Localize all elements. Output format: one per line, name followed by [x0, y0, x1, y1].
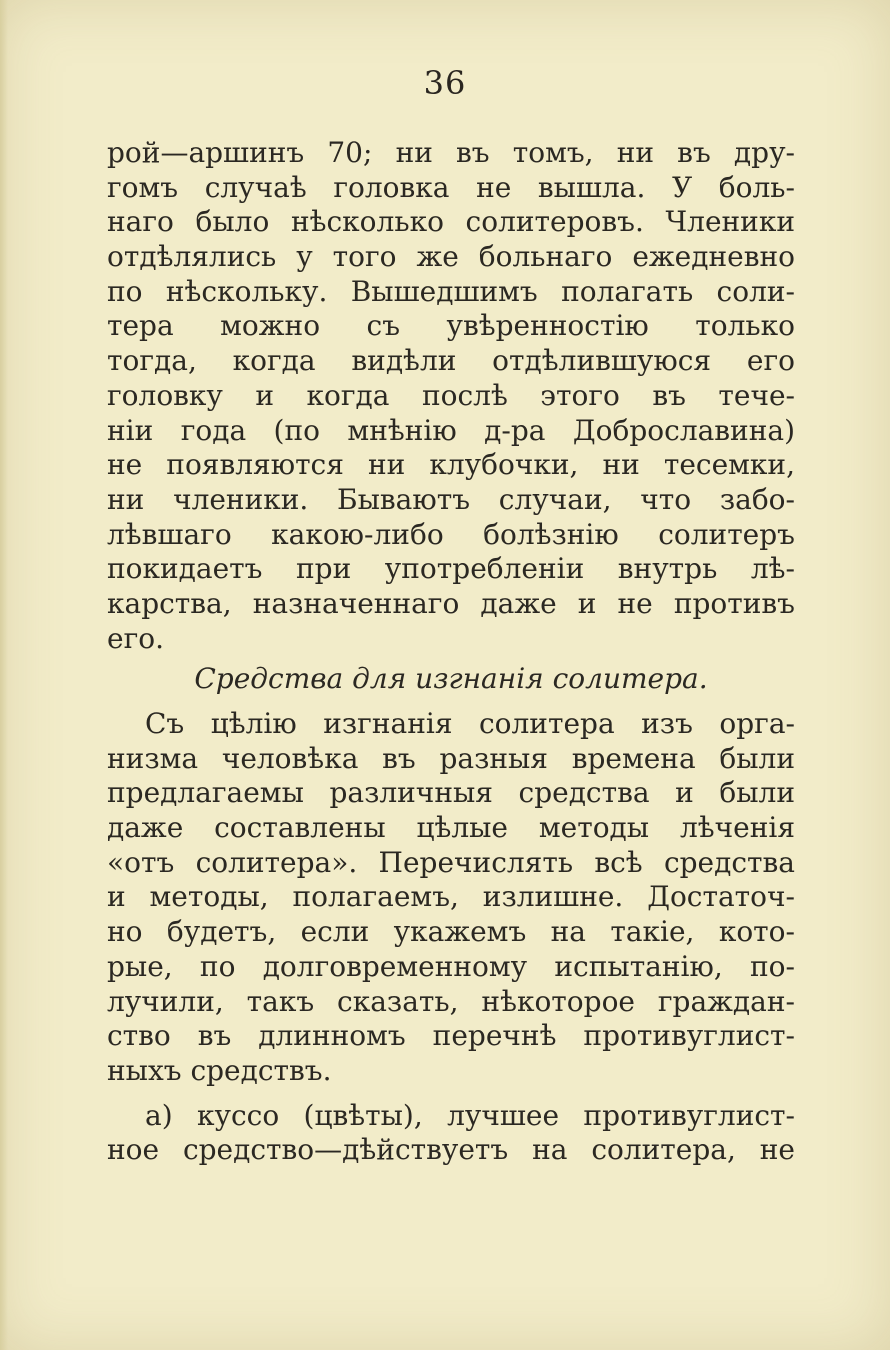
paragraph-gap	[107, 1089, 795, 1099]
text-line: его.	[107, 621, 164, 655]
page-number: 36	[423, 64, 467, 102]
text-line: покидаетъ при употребленіи внутрь лѣ-	[107, 552, 795, 586]
text-line: карства, назначеннаго даже и не противъ	[107, 586, 795, 620]
section-heading: Средства для изгнанія солитера.	[194, 662, 708, 696]
text-line: отдѣлялись у того же больнаго ежедневно	[107, 240, 795, 274]
text-line: ни членики. Бываютъ случаи, что забо-	[107, 482, 795, 516]
text-line: головку и когда послѣ этого въ тече-	[107, 378, 795, 412]
text-line: рой—аршинъ 70; ни въ томъ, ни въ дру-	[107, 136, 795, 169]
text-line: тогда, когда видѣли отдѣлившуюся его	[107, 344, 795, 378]
text-line: гомъ случаѣ головка не вышла. У боль-	[107, 170, 795, 204]
page-edge-shadow	[0, 0, 8, 1350]
text-line: предлагаемы различныя средства и были	[107, 776, 795, 810]
text-line: низма человѣка въ разныя времена были	[107, 741, 795, 775]
text-line: ное средство—дѣйствуетъ на солитера, не	[107, 1133, 795, 1167]
page-text	[107, 136, 795, 1168]
text-line: лучили, такъ сказать, нѣкоторое граждан-	[107, 984, 795, 1018]
text-line: не появляются ни клубочки, ни тесемки,	[107, 448, 795, 482]
text-line: ныхъ средствъ.	[107, 1053, 332, 1087]
text-line: даже составлены цѣлые методы лѣченія	[107, 811, 795, 845]
text-line: тера можно съ увѣренностію только	[107, 309, 795, 343]
text-line: Съ цѣлію изгнанія солитера изъ орга-	[145, 707, 795, 740]
text-line: и методы, полагаемъ, излишне. Достаточ-	[107, 880, 795, 914]
text-line: ство въ длинномъ перечнѣ противуглист-	[107, 1019, 795, 1053]
text-line: наго было нѣсколько солитеровъ. Членики	[107, 205, 795, 239]
text-line: лѣвшаго какою-либо болѣзнію солитеръ	[107, 517, 795, 551]
text-line: рые, по долговременному испытанію, по-	[107, 949, 795, 983]
text-line: ніи года (по мнѣнію д-ра Доброславина)	[107, 413, 795, 447]
text-line: а) куссо (цвѣты), лучшее противуглист-	[145, 1098, 795, 1132]
text-line: «отъ солитера». Перечислять всѣ средства	[107, 845, 795, 879]
text-line: по нѣскольку. Вышедшимъ полагать соли-	[107, 274, 795, 308]
text-line: но будетъ, если укажемъ на такіе, кото-	[107, 915, 795, 949]
